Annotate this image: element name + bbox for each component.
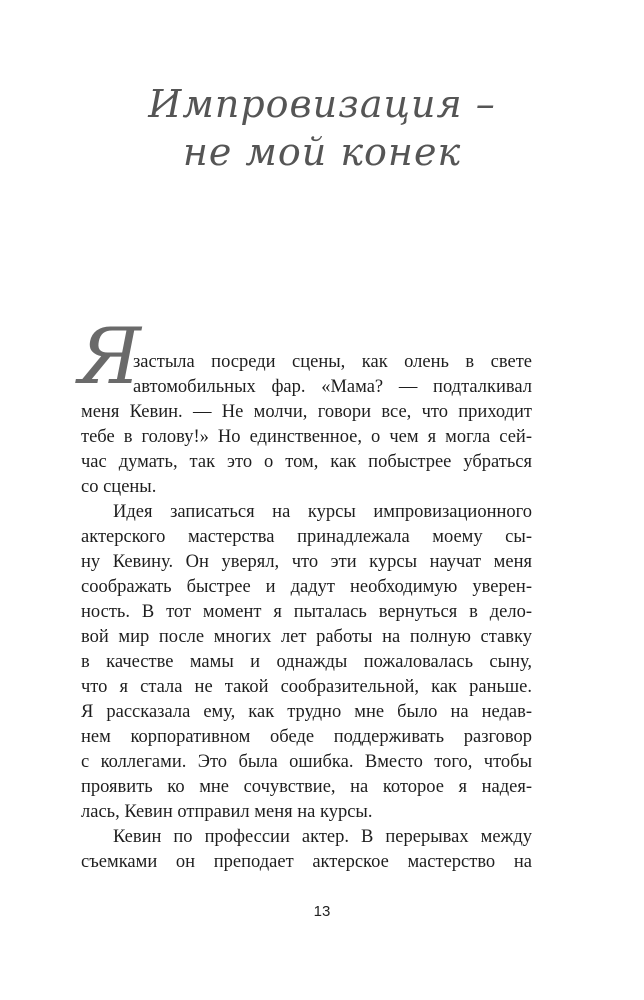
- text-line: вой мир после многих лет работы на полную ставку: [81, 627, 532, 647]
- chapter-title-line-1: Импровизация –: [148, 82, 496, 126]
- text-line: застыла посреди сцены, как олень в свете: [133, 352, 532, 372]
- text-line: нем корпоративном обеде поддерживать разговор: [81, 727, 532, 747]
- drop-cap: Я: [78, 312, 141, 402]
- text-line: соображать быстрее и дадут необходимую уверен-: [81, 577, 532, 597]
- text-line: ну Кевину. Он уверял, что эти курсы научат меня: [81, 552, 532, 572]
- text-line: проявить ко мне сочувствие, на которое я надея-: [81, 777, 532, 797]
- text-line: в качестве мамы и однажды пожаловалась сыну,: [81, 652, 532, 672]
- text-line: ность. В тот момент я пыталась вернуться в дело-: [81, 602, 532, 622]
- text-line: Идея записаться на курсы импровизационного: [113, 502, 532, 522]
- page-number: 13: [313, 903, 331, 920]
- text-line: что я стала не такой сообразительной, как раньше.: [81, 677, 532, 697]
- text-line: актерского мастерства принадлежала моему сы-: [81, 527, 532, 547]
- text-line: съемками он преподает актерское мастерство на: [81, 852, 532, 872]
- text-line: лась, Кевин отправил меня на курсы.: [81, 802, 373, 822]
- text-line: час думать, так это о том, как побыстрее убраться: [81, 452, 532, 472]
- chapter-title-line-2: не мой конек: [182, 130, 462, 174]
- text-line: тебе в голову!» Но единственное, о чем я могла сей-: [81, 427, 532, 447]
- text-line: с коллегами. Это была ошибка. Вместо того, чтобы: [81, 752, 532, 772]
- text-line: Кевин по профессии актер. В перерывах между: [113, 827, 532, 847]
- text-line: автомобильных фар. «Мама? — подталкивал: [133, 377, 532, 397]
- text-line: Я рассказала ему, как трудно мне было на недав-: [81, 702, 532, 722]
- text-line: со сцены.: [81, 477, 157, 497]
- text-line: меня Кевин. — Не молчи, говори все, что приходит: [81, 402, 532, 422]
